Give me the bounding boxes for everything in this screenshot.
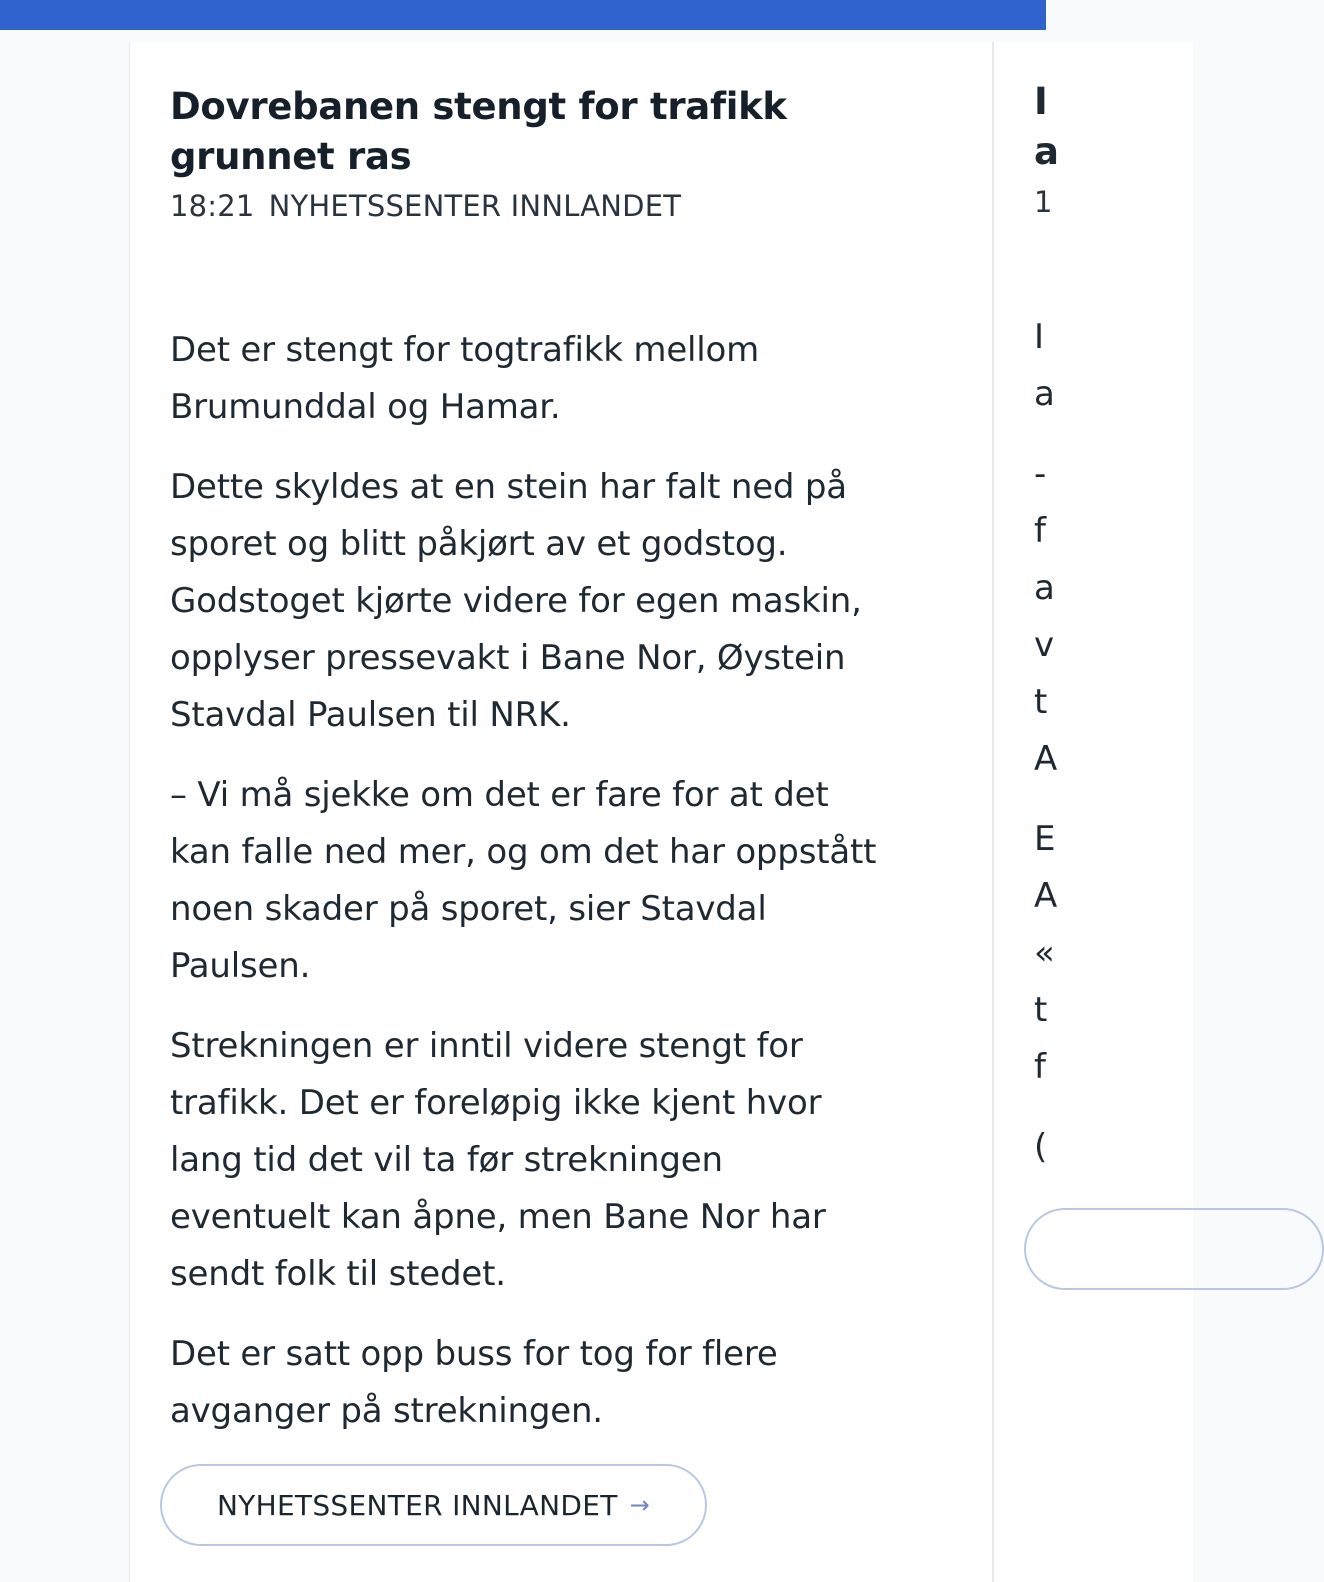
next-card-text-fragment: « bbox=[1034, 933, 1055, 973]
article-paragraph: Dette skyldes at en stein har falt ned på sporet og blitt påkjørt av et godstog. Godstoget kjørte videre for egen maskin, opplyser pressevakt i Bane Nor, Øystein Stavdal Paulsen til NRK. bbox=[170, 467, 862, 735]
next-card-text-fragment: I bbox=[1034, 317, 1045, 357]
next-card-text-fragment: f bbox=[1034, 1047, 1046, 1087]
next-news-card[interactable] bbox=[993, 42, 1193, 1582]
next-card-text-fragment: ( bbox=[1034, 1127, 1048, 1167]
arrow-right-icon: → bbox=[629, 1491, 651, 1519]
article-source: NYHETSSENTER INNLANDET bbox=[268, 189, 682, 223]
next-card-text-fragment: v bbox=[1034, 625, 1055, 665]
article-paragraph: Strekningen er inntil videre stengt for trafikk. Det er foreløpig ikke kjent hvor lang tid det vil ta før strekningen eventuelt kan åpne, men Bane Nor har sendt folk til stedet. bbox=[170, 1026, 826, 1294]
top-bar bbox=[0, 0, 1046, 30]
article-paragraph: – Vi må sjekke om det er fare for at det kan falle ned mer, og om det har oppstått noen skader på sporet, sier Stavdal Paulsen. bbox=[170, 775, 877, 986]
next-card-text-fragment: t bbox=[1034, 682, 1048, 722]
next-card-text-fragment: t bbox=[1034, 990, 1048, 1030]
next-card-headline-fragment: I bbox=[1034, 80, 1048, 123]
next-card-headline-fragment: a bbox=[1034, 130, 1059, 173]
next-card-text-fragment: a bbox=[1034, 374, 1055, 414]
next-card-text-fragment: a bbox=[1034, 568, 1055, 608]
next-card-text-fragment: - bbox=[1034, 454, 1047, 494]
source-link-button[interactable] bbox=[160, 1464, 707, 1546]
article-meta bbox=[170, 186, 890, 226]
next-card-text-fragment: E bbox=[1034, 819, 1056, 859]
next-card-text-fragment: f bbox=[1034, 511, 1046, 551]
next-card-text-fragment: A bbox=[1034, 876, 1058, 916]
next-card-source-link-button[interactable] bbox=[1024, 1208, 1324, 1290]
article-body bbox=[170, 322, 890, 1440]
source-link-label: NYHETSSENTER INNLANDET bbox=[216, 1488, 618, 1522]
article-paragraph: Det er stengt for togtrafikk mellom Brumunddal og Hamar. bbox=[170, 330, 760, 427]
next-card-text-fragment: A bbox=[1034, 739, 1058, 779]
next-card-meta-fragment: 1 bbox=[1034, 185, 1053, 219]
article-time: 18:21 bbox=[170, 189, 255, 223]
news-card bbox=[129, 42, 993, 1582]
article-headline[interactable]: Dovrebanen stengt for trafikk grunnet ras bbox=[170, 85, 787, 178]
article-paragraph: Det er satt opp buss for tog for flere avganger på strekningen. bbox=[170, 1334, 778, 1431]
